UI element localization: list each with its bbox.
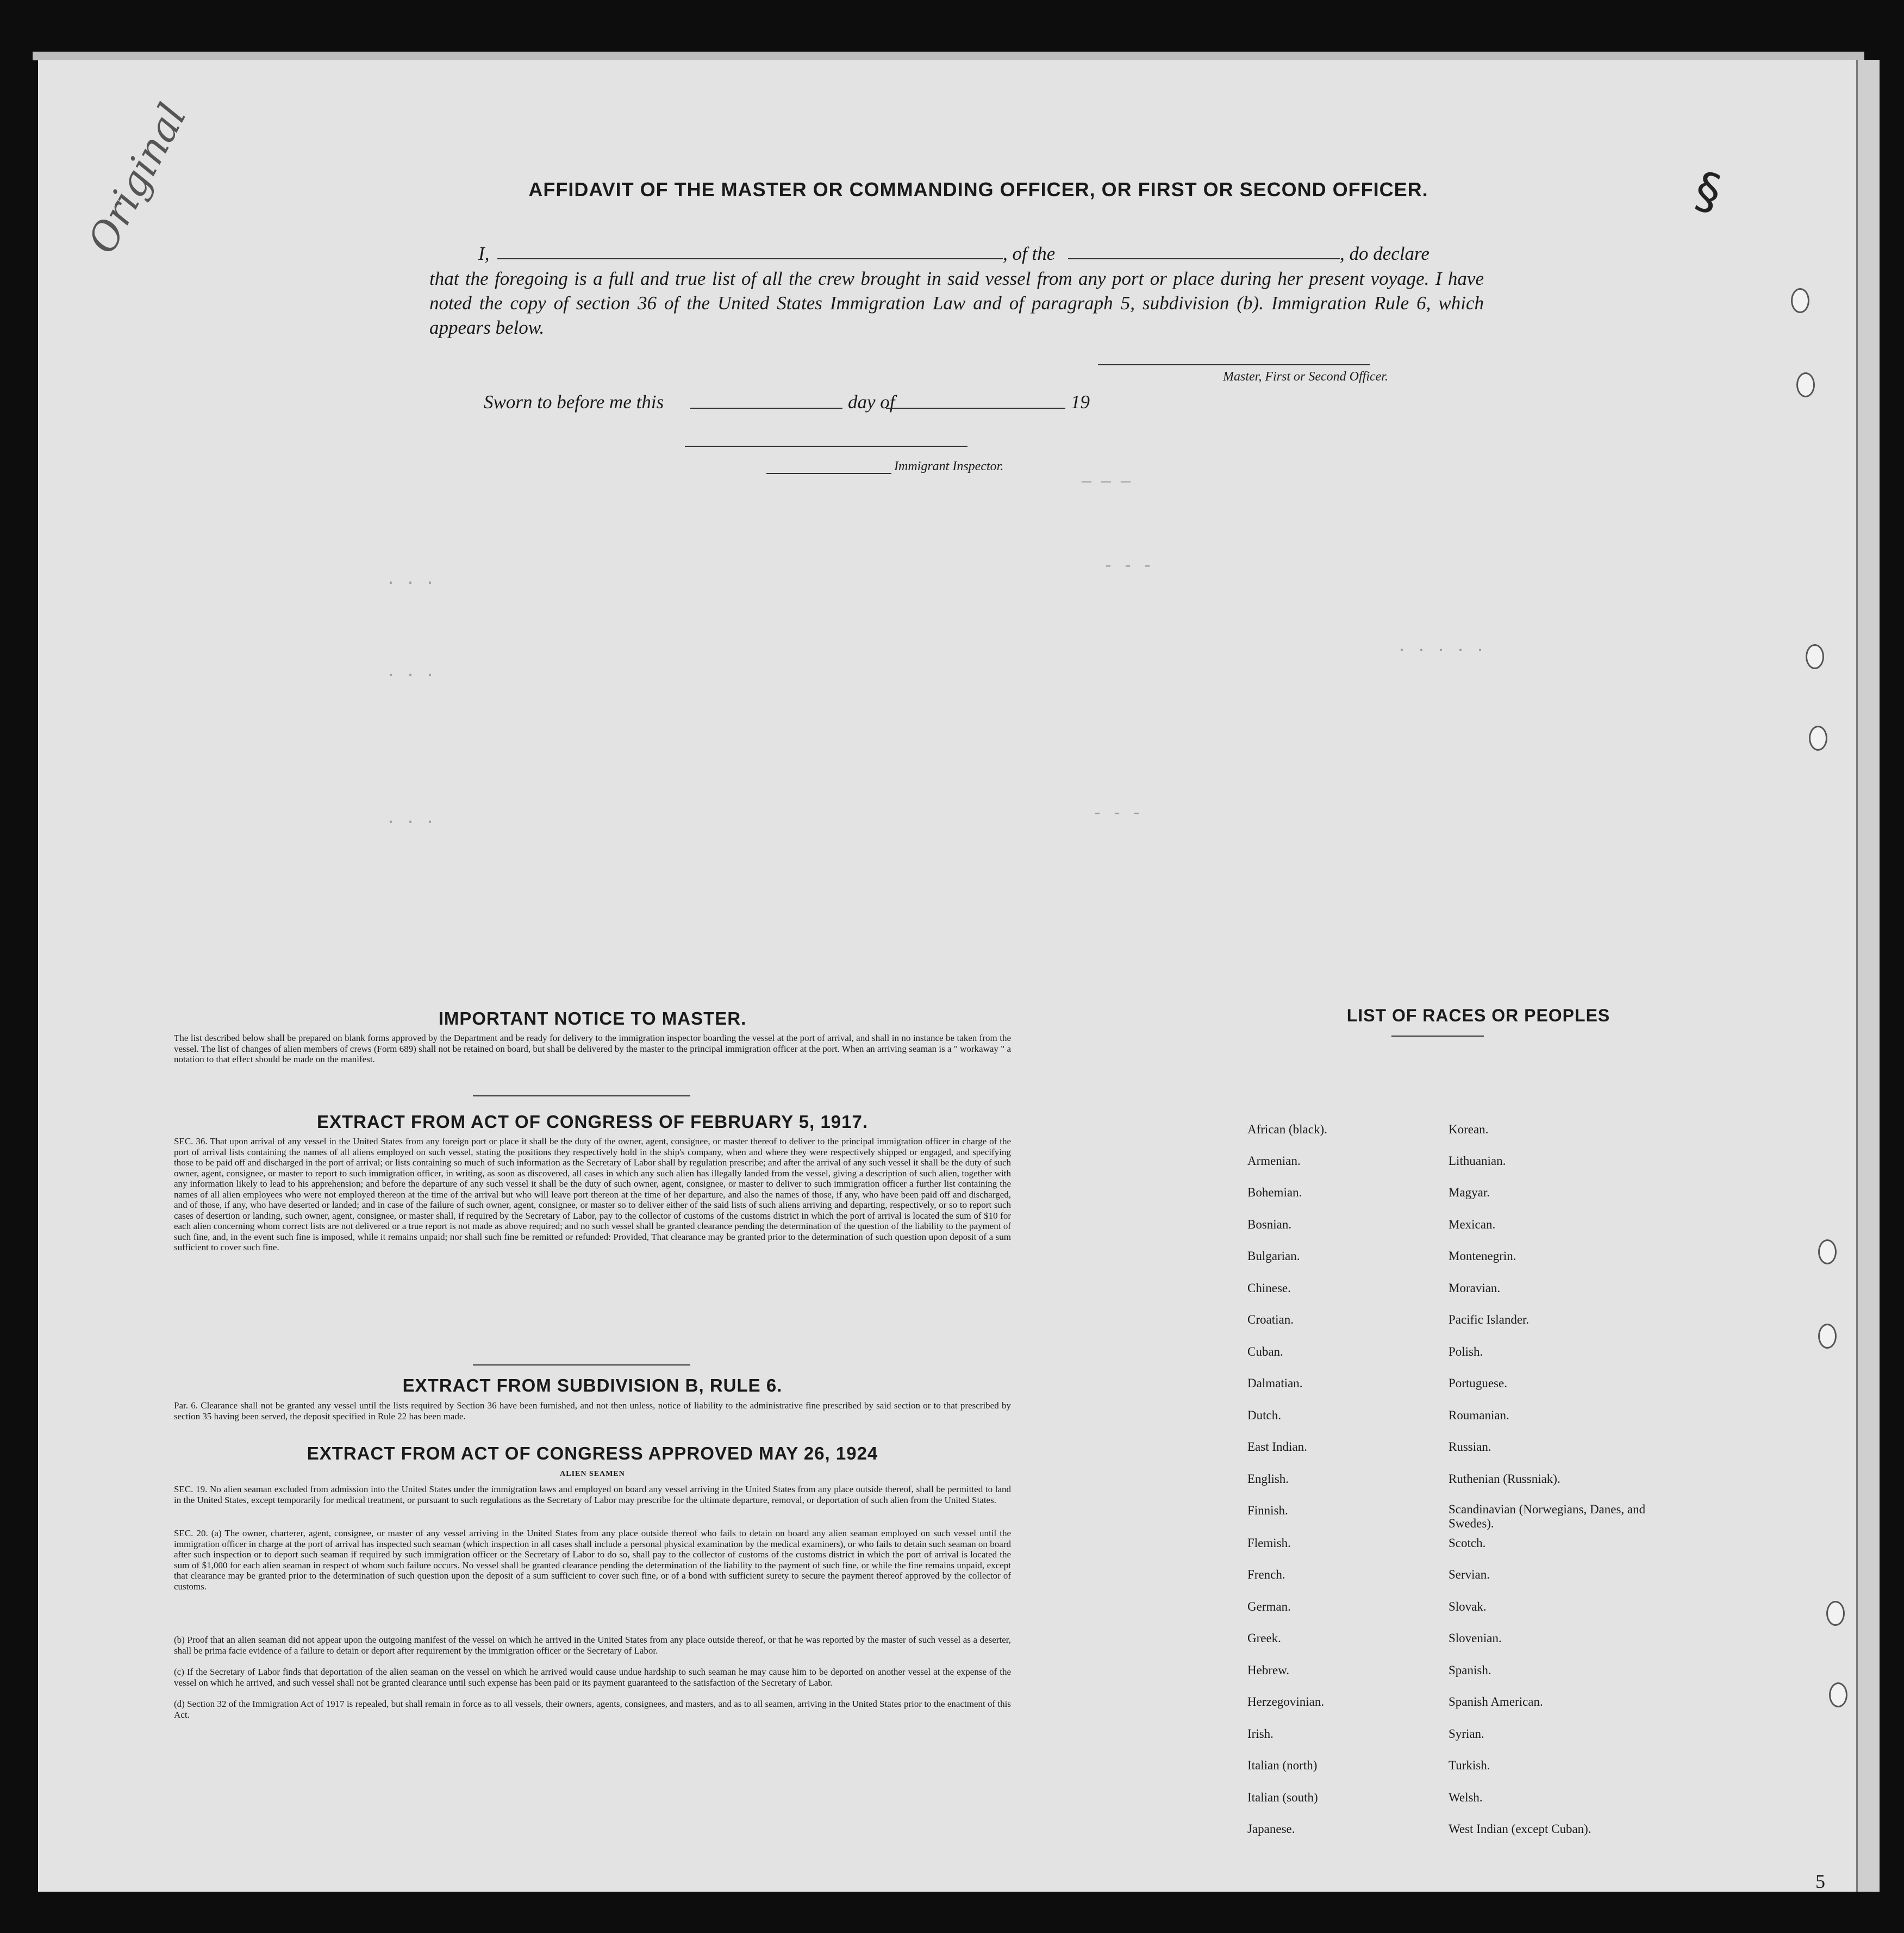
race-item: Polish. [1449,1345,1483,1358]
corner-mark: 5 [1815,1870,1825,1892]
bleed-through-text: · · · · · [1397,641,1485,660]
race-item: Mexican. [1449,1218,1496,1231]
punch-hole [1829,1682,1847,1707]
races-title: LIST OF RACES OR PEOPLES [1346,1006,1610,1025]
bleed-through-text: - - - [1093,805,1142,823]
race-item: Italian (north) [1247,1759,1318,1772]
inspector-signature-line [685,446,967,447]
margin-handwriting: Original [79,96,196,261]
affidavit-body: that the foregoing is a full and true list of all the crew brought in said vessel from any port or place during her present voyage. I have noted the copy of section 36 of the United States Immigration Law and of paragraph 5, subdivision (b). Immigration Rule 6, which appears below. [429,268,1484,338]
race-item: Armenian. [1247,1154,1301,1168]
page-top-edge [33,52,1864,60]
bleed-through-text: . . . [386,571,435,589]
binding-strip [1856,60,1880,1892]
race-item: Welsh. [1449,1791,1483,1804]
race-item: Lithuanian. [1449,1154,1506,1168]
race-item: Cuban. [1247,1345,1283,1358]
inspector-label: Immigrant Inspector. [894,459,1004,473]
sec20b-text: (b) Proof that an alien seaman did not appear upon the outgoing manifest of the vessel on which he arrived in the United States from any place outside thereof, or that he was reported by the master of such vessel as a deserter, shall be prima facie evidence of a failure to detain or deport after requirement by the immigration officer or the Secretary of Labor. [174,1635,1011,1656]
race-item: Montenegrin. [1449,1249,1516,1263]
race-item: Portuguese. [1449,1376,1507,1390]
alien-seamen-subtitle: ALIEN SEAMEN [560,1470,625,1478]
race-item: Dutch. [1247,1408,1281,1422]
affidavit-title: AFFIDAVIT OF THE MASTER OR COMMANDING OFFICER, OR FIRST OR SECOND OFFICER. [528,178,1428,201]
race-item: Korean. [1449,1123,1489,1136]
name-blank-line [497,258,1003,259]
race-item: Hebrew. [1247,1663,1290,1677]
punch-hole [1826,1601,1845,1626]
race-item: Slovak. [1449,1600,1487,1613]
inspector-name-line [766,473,891,474]
race-item: French. [1247,1568,1285,1581]
divider [473,1364,690,1365]
race-item: Servian. [1449,1568,1490,1581]
race-item: West Indian (except Cuban). [1449,1822,1591,1836]
year-label: 19 [1071,391,1090,413]
race-item: Russian. [1449,1440,1491,1454]
race-item: Finnish. [1247,1504,1288,1517]
divider [473,1095,690,1096]
sworn-month-line [886,408,1065,409]
race-item: Spanish. [1449,1663,1491,1677]
race-item: Chinese. [1247,1281,1291,1295]
race-item: Bulgarian. [1247,1249,1300,1263]
day-of-label: day of [848,391,895,413]
sec20d-text: (d) Section 32 of the Immigration Act of 1917 is repealed, but shall remain in force as to all vessels, their owners, agents, consignees, and masters, and as to all seamen, arriving in the United States prior to the enactment of this Act. [174,1699,1011,1720]
of-the-label: , of the [1003,243,1056,264]
race-item: Irish. [1247,1727,1274,1741]
rule6-text: Par. 6. Clearance shall not be granted any vessel until the lists required by Section 36 have been furnished, and not then unless, notice of liability to the administrative fine prescribed by said section or to that prescribed by section 35 having been served, the deposit specified in Rule 22 has been made. [174,1400,1011,1421]
race-item: East Indian. [1247,1440,1307,1454]
punch-hole [1818,1324,1837,1349]
race-item: Japanese. [1247,1822,1295,1836]
affidavit-i-label: I, [478,243,490,264]
race-item: Scandinavian (Norwegians, Danes, and Swedes). [1449,1502,1646,1530]
race-item: Scotch. [1449,1536,1486,1550]
race-item: Moravian. [1449,1281,1501,1295]
race-item: Pacific Islander. [1449,1313,1530,1326]
sworn-day-line [690,408,842,409]
race-item: Ruthenian (Russniak). [1449,1472,1560,1486]
race-item: Turkish. [1449,1759,1490,1772]
race-item: African (black). [1247,1123,1327,1136]
race-item: Herzegovinian. [1247,1695,1325,1708]
extract-1924-title: EXTRACT FROM ACT OF CONGRESS APPROVED MAY 26, 1924 [307,1443,878,1463]
race-item: Spanish American. [1449,1695,1543,1708]
punch-hole [1809,726,1827,751]
sec19-text: SEC. 19. No alien seaman excluded from admission into the United States under the immigration laws and employed on board any vessel arriving in the United States from any place outside thereof, shall be permitted to land in the United States, except temporarily for medical treatment, or pursuant to such regulations as the Secretary of Labor may prescribe for the ultimate departure, removal, or deportation of such alien from the United States. [174,1484,1011,1505]
race-item: Syrian. [1449,1727,1484,1741]
bleed-through-text: — — — [1082,473,1131,491]
sec20c-text: (c) If the Secretary of Labor finds that deportation of the alien seaman on the vessel on which he arrived would cause undue hardship to such seaman he may cause him to be deported on another vessel at the expense of the vessel on which he arrived, and such vessel shall not be granted clearance until such expense has been paid or its payment guaranteed to the satisfaction of the Secretary of Labor. [174,1667,1011,1688]
race-item: Slovenian. [1449,1631,1502,1645]
extract-1917-title: EXTRACT FROM ACT OF CONGRESS OF FEBRUARY 5, 1917. [316,1112,869,1132]
punch-hole [1796,372,1815,397]
notice-title: IMPORTANT NOTICE TO MASTER. [438,1008,747,1028]
race-item: Roumanian. [1449,1408,1509,1422]
race-item: Greek. [1247,1631,1281,1645]
race-item: Bosnian. [1247,1218,1292,1231]
master-signature-line [1098,364,1370,365]
race-item: Dalmatian. [1247,1376,1303,1390]
punch-hole [1791,288,1809,313]
race-item: Italian (south) [1247,1791,1318,1804]
race-item: German. [1247,1600,1291,1613]
notice-text: The list described below shall be prepared on blank forms approved by the Department and be ready for delivery to the immigration inspector boarding the vessel at the port of arrival, and shall in no instance be taken from the vessel. The list of changes of alien members of crews (Form 689) shall not be retained on board, but shall be delivered by the master to the principal immigration officer at the port. When an arriving seaman is a " workaway " a notation to that effect should be made on the manifest. [174,1033,1011,1064]
race-item: Bohemian. [1247,1186,1302,1199]
races-divider [1391,1036,1484,1037]
race-item: Flemish. [1247,1536,1291,1550]
race-item: English. [1247,1472,1289,1486]
race-item: Croatian. [1247,1313,1294,1326]
extract-1917-text: SEC. 36. That upon arrival of any vessel in the United States from any foreign port or place it shall be the duty of the owner, agent, consignee, or master thereof to deliver to the principal immigration officer in charge of the port of arrival lists containing the names of all aliens employed on such vessel, stating the positions they respectively hold in the ship's company, when and where they were respectively shipped or engaged, and specifying those to be paid off and discharged in the port of arrival; or lists containing so much of such information as the Secretary of Labor shall by regulation prescribe; and after the arrival of any such vessel it shall be the duty of such owner, agent, consignee, or master to report to such immigration officer, in writing, as soon as discovered, all cases in which any such alien has illegally landed from the vessel, giving a description of such alien, together with any information likely to lead to his apprehension; and before the departure of any such vessel it shall be the duty of such owner, agent, consignee, or master to deliver to such immigration officer a further list containing the names of all alien employees who were not employed thereon at the time of the arrival but who will leave port thereon at the time of her departure, and also the names of those, if any, who have been paid off and discharged, and of those, if any, who have deserted or landed; and in case of the failure of such owner, agent, consignee, or master so to deliver either of the said lists of such aliens arriving and departing, respectively, or so to report such cases of desertion or landing, such owner, agent, consignee, or master shall, if required by the Secretary of Labor, pay to the collector of customs of the customs district in which the port of arrival is located the sum of $10 for each alien concerning whom correct lists are not delivered or a true report is not made as above required; and no such vessel shall be granted clearance pending the determination of the question of the liability to the payment of such fine, and, in the event such fine is imposed, while it remains unpaid; nor shall such fine be remitted or refunded: Provided, That clearance may be granted prior to the determination of such question upon deposit of a sum sufficient to cover such fine. [174,1136,1011,1252]
bleed-through-text: . . . [386,810,435,828]
corner-stamp: § [1689,160,1727,223]
rule6-title: EXTRACT FROM SUBDIVISION B, RULE 6. [402,1375,783,1395]
punch-hole [1818,1239,1837,1264]
race-item: Magyar. [1449,1186,1490,1199]
do-declare-label: , do declare [1340,243,1429,264]
document-page [38,60,1856,1892]
bleed-through-text: - - - [1103,557,1153,576]
punch-hole [1806,644,1824,669]
sworn-label: Sworn to before me this [484,391,664,413]
master-signature-label: Master, First or Second Officer. [1223,370,1388,384]
bleed-through-text: . . . [386,663,435,682]
sec20a-text: SEC. 20. (a) The owner, charterer, agent, consignee, or master of any vessel arriving in the United States from any place outside thereof who fails to detain on board any alien seaman employed on such vessel until the immigration officer in charge at the port of arrival has inspected such seaman (which inspection in all cases shall include a personal physical examination by the medical examiners), or who fails to detain such seaman on board after such inspection or to deport such seaman if required by such immigration officer or the Secretary of Labor to do so, shall pay to the collector of customs of the customs district in which the port of arrival is located the sum of $1,000 for each alien seaman in respect of whom such failure occurs. No vessel shall be granted clearance pending the determination of the liability to the payment of such fine, or while the fine remains unpaid, except that clearance may be granted prior to the determination of such question upon the deposit of a sum sufficient to cover such fine, or of a bond with sufficient surety to secure the payment thereof approved by the collector of customs. [174,1528,1011,1592]
vessel-blank-line [1068,258,1340,259]
